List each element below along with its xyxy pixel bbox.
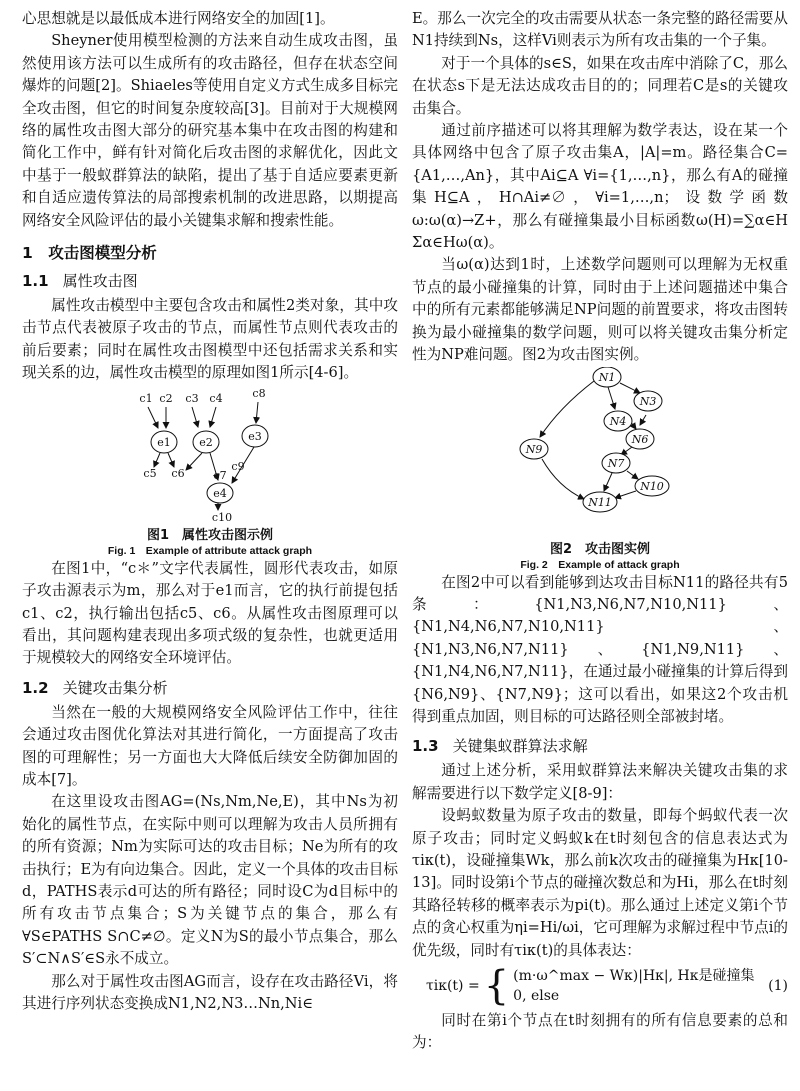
subsection-number: 1.1: [22, 272, 49, 291]
equation-number: (1): [768, 978, 788, 994]
equation-case: (m·ω^max − Wκ)|Hκ|, Hκ是碰撞集: [513, 968, 755, 984]
attribute-label: c1: [139, 391, 153, 405]
node-label: N10: [640, 479, 664, 493]
paragraph: 当然在一般的大规模网络安全风险评估工作中，往往会通过攻击图优化算法对其进行简化，一方面提高了攻击图的可理解性；另一方面也大大降低后续安全防御加固的成本[7]。: [22, 703, 398, 788]
subsection-heading: [22, 677, 398, 698]
figure-caption-en: Fig. 2 Example of attack graph: [520, 558, 680, 571]
attack-graph: [500, 367, 700, 537]
equation-1: [426, 963, 788, 1009]
paragraph: Sheyner使用模型检测的方法来自动生成攻击图，虽然使用该方法可以生成所有的攻击路径，但存在状态空间爆炸的问题[2]。Shiaeles等使用自定义方式生成多目标完全攻击图，但它的时间复杂度较高[3]。目前对于大规模网络的属性攻击图大部分的研究基本集中在攻击图的构建和简化工作中，鲜有针对简化后攻击图的求解优化，因此文中基于一般蚁群算法的缺陷，提出了基于自适应要素更新和自适应遗传算法的局部搜索机制的改进思路，以期提高网络安全风险评估的最小关键集求解和搜索性能。: [22, 32, 398, 229]
subsection-number: 1.2: [22, 678, 49, 697]
node-label: N7: [607, 456, 625, 470]
node-label: N4: [609, 414, 627, 428]
subsection-title: 关键集蚁群算法求解: [452, 737, 588, 756]
subsection-title: 关键攻击集分析: [62, 678, 168, 697]
figure-caption-en: Fig. 1 Example of attribute attack graph: [107, 544, 313, 557]
node-label: N11: [588, 495, 612, 509]
attack-label: e3: [248, 429, 262, 443]
node-label: N6: [631, 432, 649, 446]
subsection-heading: [22, 270, 398, 291]
paragraph: 对于一个具体的s∈S，如果在攻击库中消除了C，那么在状态s下是无法达成攻击目的的；同理若C是s的关键攻击集合。: [412, 54, 788, 117]
paragraph: 在图1中，“c＊”文字代表属性，圆形代表攻击，如原子攻击源表示为m，那么对于e1而言，它的执行前提包括c1、c2，执行输出包括c5、c6。从属性攻击图原理可以看出，其问题构建表现出多项式级的复杂性，也就更适用于规模较大的网络安全环境评估。: [22, 559, 398, 667]
paragraph: 通过前序描述可以将其理解为数学表达，设在某一个具体网络中包含了原子攻击集A，|A|=m。路径集合C={A1,…,An}，其中Ai⊆A ∀i={1,…,n}，那么有A的碰撞集H⊆A，H∩Ai≠∅，∀i=1,…,n；设数学函数ω:ω(α)→Z+，那么有碰撞集最小目标函数ω(H)=∑α∈H Σα∈Hω(α)。: [412, 122, 788, 252]
attribute-label: c10: [211, 510, 233, 523]
attack-label: e2: [199, 435, 213, 449]
attribute-label: c6: [171, 466, 185, 480]
paragraph: 当ω(α)达到1时，上述数学问题则可以理解为无权重节点的最小碰撞集的计算，同时由于上述问题描述中集合中的所有元素都能够满足NP问题的前置要求，将攻击图转换为最小碰撞集的数学问题，则可以将关键攻击集分析定性为NP难问题。图2为攻击图实例。: [412, 256, 788, 364]
left-column: [22, 8, 398, 1015]
paragraph: E。那么一次完全的攻击需要从状态一条完整的路径需要从N1持续到Ns，这样Vi则表示为所有攻击集的一个子集。: [412, 10, 788, 50]
figure-1: [22, 385, 398, 558]
subsection-heading: [412, 735, 788, 756]
equation-brace: {: [483, 963, 510, 1009]
equation-lhs: τiκ(t) =: [426, 978, 480, 994]
attack-label: e1: [157, 435, 171, 449]
attribute-label: c8: [252, 386, 266, 400]
paragraph: 在这里设攻击图AG=(Ns,Nm,Ne,E)，其中Ns为初始化的属性节点，在实际中则可以理解为攻击人员所拥有的所有资源；Nm为实际可达的攻击目标；Ne为所有的攻击执行；E为有向边集合。因此，定义一个具体的攻击目标d，PATHS表示d可达的所有路径；同时设C为d目标中的所有攻击节点集合；S为关键节点的集合，那么有∀S∈PATHS S∩C≠∅。定义N为S的最小节点集合，那么S′⊂N∧S′∈S永不成立。: [22, 793, 398, 968]
attribute-label: c3: [185, 391, 199, 405]
attack-label: e4: [213, 486, 227, 500]
attribute-label: c7: [213, 468, 227, 482]
figure-caption-cn: 图1 属性攻击图示例: [146, 527, 274, 543]
figure-2: [412, 367, 788, 572]
paragraph: 在图2中可以看到能够到达攻击目标N11的路径共有5条：{N1,N3,N6,N7,N10,N11}、{N1,N4,N6,N7,N10,N11}、{N1,N3,N6,N7,N11}、{N1,N9,N11}、{N1,N4,N6,N7,N11}，在通过最小碰撞集的计算后得到{N6,N9}、{N7,N9}；这可以看出，如果这2个攻击机得到重点加固，则目标的可达路径则全部被封堵。: [412, 573, 788, 725]
figure-caption-cn: 图2 攻击图实例: [549, 541, 651, 557]
paragraph: 设蚂蚁数量为原子攻击的数量，即每个蚂蚁代表一次原子攻击；同时定义蚂蚁k在t时刻包含的信息表达式为τiκ(t)，设碰撞集Wk，那么前k次攻击的碰撞集为Hκ[10-13]。同时设第i个节点的碰撞次数总和为Hi，那么在t时刻其路径转移的概率表示为pi(t)。那么通过上述定义第i个节点的贪心权重为ηi=Hi/ωi，它可理解为求解过程中节点i的优先级，同时有τiκ(t)的具体表达：: [412, 807, 788, 959]
paragraph: 同时在第i个节点在t时刻拥有的所有信息要素的总和为：: [412, 1012, 788, 1052]
equation-case: 0, else: [513, 988, 560, 1004]
subsection-number: 1.3: [412, 737, 439, 756]
paragraph: 那么对于属性攻击图AG而言，设存在攻击路径Vi，将其进行序列状态变换成N1,N2,N3…Nn,Ni∈: [22, 972, 398, 1012]
equation-cases: [513, 966, 754, 1006]
attribute-label: c4: [209, 391, 223, 405]
paragraph: 属性攻击模型中主要包含攻击和属性2类对象，其中攻击节点代表被原子攻击的节点，而属性节点则代表攻击的前后要素；同时在属性攻击图模型中还包括需求关系和实现关系的边，属性攻击模型的原理如图1所示[4-6]。: [22, 297, 398, 382]
paragraph: 心思想就是以最低成本进行网络安全的加固[1]。: [22, 10, 335, 27]
node-label: N3: [639, 394, 657, 408]
node-label: N1: [598, 370, 616, 384]
attribute-label: c2: [159, 391, 173, 405]
subsection-title: 属性攻击图: [62, 272, 138, 291]
paragraph: 通过上述分析，采用蚁群算法来解决关键攻击集的求解需要进行以下数学定义[8-9]：: [412, 762, 788, 802]
attribute-attack-graph: [110, 385, 310, 523]
section-heading: 1 攻击图模型分析: [22, 244, 157, 263]
attribute-label: c5: [143, 466, 157, 480]
right-column: [412, 8, 788, 1055]
attribute-label: c9: [231, 459, 245, 473]
node-label: N9: [525, 442, 543, 456]
